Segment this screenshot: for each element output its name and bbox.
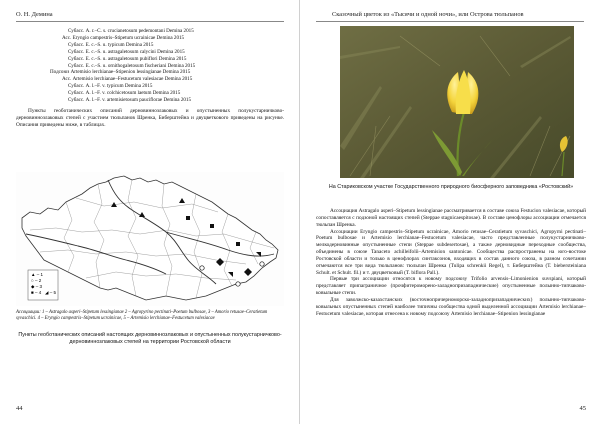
point-assoc-2 (260, 262, 264, 266)
legend-symbol: ▲ – 1 (31, 272, 43, 277)
rostov-region-map (16, 172, 284, 306)
syntaxon-entry: Субасс. A. l.–F. v. artemisietosum pauciflorae Demina 2015 (68, 97, 192, 104)
syntaxon-entry: Субасс. A. r.–C. s. crucianetosum pedemontani Demina 2015 (68, 28, 194, 34)
point-assoc-2 (236, 282, 240, 286)
body-paragraph: Для заволжско-казахстанских (восточнопричерноморско-заладнопризападнических) полынно-типчаково-ковыльных опустыненных степей наиболее типичны сообщества одной выделенной ассоциации Artemisio lerchianae–Festucetum valesiacae, которая отнесена к новому подсоюзу Artemisio lerchianae–Stipenion lessingianae (316, 296, 586, 317)
syntaxon-entry: Субасс. E. c.–S. u. astragaletosum pubiflori Demina 2015 (68, 55, 187, 62)
tulip-photo (340, 26, 574, 178)
point-assoc-4 (236, 242, 240, 246)
point-assoc-2 (200, 266, 204, 270)
running-head-right: Сказочный цветок из «Тысячи и одной ночи», или Острова тюльпанов (332, 11, 524, 18)
syntaxon-entry: Субасс. E. c.–S. u. astragaletosum calycini Demina 2015 (68, 48, 185, 55)
legend-symbol: ○ – 2 (31, 278, 42, 283)
syntaxon-entry: Асс. Eryngio campestris–Stipetum ucrainicae Demina 2015 (62, 34, 185, 41)
point-assoc-4 (186, 216, 190, 220)
syntaxon-entry: Асс. Artemisio lerchianae–Festucetum valesiacae Demina 2015 (62, 76, 193, 83)
region-outline (22, 176, 278, 300)
header-rule (16, 21, 284, 22)
body-paragraph: Ассоциации Eryngio campestris–Stipetum ucrainicae, Amorio retusae–Ceratietum syvaschici, Agropyrni pectinati–Poetum bulbosae и Artemisio lerchianae–Festucetum valesiacae, часто представленные полукустарничково-мелкодерновинные опустыненные степи (Steppae subdesertosae), а также дерновидные переходные сообщества, объединены в союзе Tanaceto achilleifolii–Artemision santonicae. Сообщества распространены на юго-востоке Ростовской области и только в ценофлорах синтаксонов, входящих в состав данного союза, в разном сочетании отмечаются все три вида тюльпанов: тюльпан Шренка (Tulipa schrenkii Regel), т. Биберштейна (T. biebersteiniana Schult. et Schult. fil.) и т. двуцветковый (T. biflora Pall.). (316, 228, 586, 276)
map-legend-text: Ассоциации: 1 – Astragalo asperi–Stipetum lessingianae 2 – Agropyrino pectinati–Poetum bulbosae, 3 – Amorio retusae–Ceratietum syvaschici. 4 – Eryngio campestris–Stipetum ucrainicae, 5 – Artemisio lerchianae–Festucetum valesiacae (16, 310, 268, 321)
syntaxon-entry: Субасс. E. c.–S. u. ornithogaletosum fischeriani Demina 2015 (68, 62, 196, 69)
photo-caption: На Стариковском участке Государственного природного биосферного заповедника «Ростовский» (328, 184, 574, 190)
syntaxon-entry: Подсоюз Artemisio lerchianae–Stipenion lessingianae Demina 2015 (50, 69, 191, 76)
body-paragraph: Первые три ассоциации относятся к новому подсоюзу Trifolio arvensis–Limonienion suvspiani, который представляет припаграничное (прочфитероморено-заладнопризападнические) опустыненные полынно-типчаково-ковыльные степи. (316, 276, 586, 297)
map-legend-box (28, 270, 58, 300)
syntaxon-entry: Субасс. A. l.–F. v. colchicetosum laetum Demina 2015 (68, 90, 181, 97)
body-paragraph-left (16, 108, 284, 128)
legend-symbol: ◆ – 3 (31, 284, 42, 289)
point-assoc-4 (210, 224, 214, 228)
map-graphic (16, 172, 284, 306)
body-paragraph: Ассоциация Astragalo asperi–Stipetum lessingianae рассматривается в составе союза Festucion valesiacae, который сопоставляется с подзоной настоящих степей (Steppae stagnicaespitosae). В составе ценофлоры ассоциации отмечается тюльпан Шренка. (316, 208, 586, 228)
body-text-right (316, 208, 586, 318)
photo-graphic (340, 26, 574, 178)
header-rule (316, 21, 584, 22)
syntaxon-entry: Субасс. E. c.–S. u. typicum Demina 2015 (68, 41, 154, 48)
map-caption: Пункты геоботанических описаний настоящих дерновиннозлаковых и опустыненных полукустарничково-дерновиннозлаковых степей на территории Ростовской области (18, 332, 282, 345)
syntaxon-entry: Субасс. A. l.–F. v. typicum Demina 2015 (68, 83, 153, 90)
legend-symbol: ◢ – 5 (45, 290, 56, 295)
syntaxa-list (0, 28, 300, 104)
page-number-right: 45 (579, 405, 586, 412)
page-number-left: 44 (16, 405, 23, 412)
running-head-left: О. Н. Демина (16, 11, 53, 18)
legend-symbol: ■ – 4 (31, 290, 42, 295)
body-paragraph-text: Пункты геоботанических описаний дерновиннозлаковых и опустыненных полукустарничково-дерновиннозлаковых степей с участием тюльпанов Шренка, Биберштейна и двуцветкового приведены на рисунке. Описания приведены ниже, в таблицах. (16, 108, 284, 128)
